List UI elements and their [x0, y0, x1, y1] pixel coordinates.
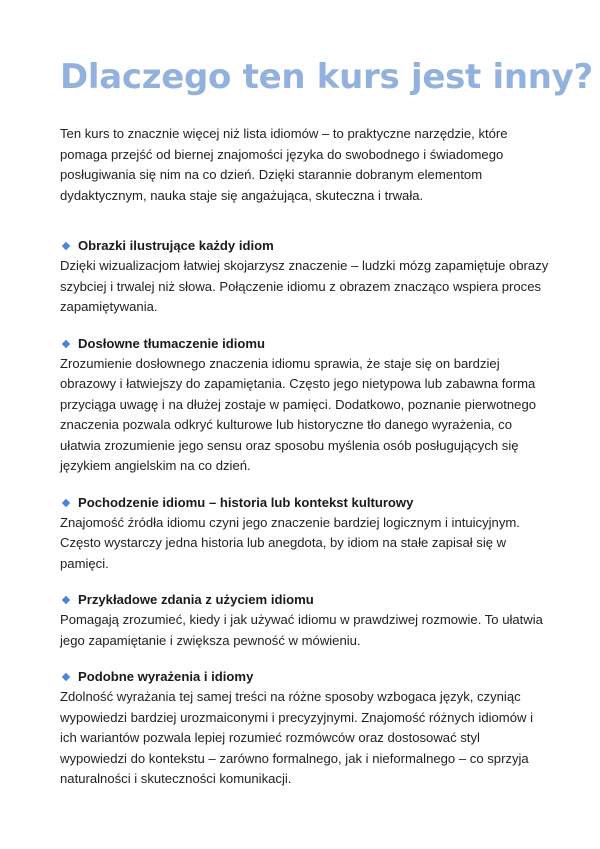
intro-paragraph: Ten kurs to znacznie więcej niż lista idiomów – to praktyczne narzędzie, które pomaga przejść od biernej znajomości języka do swobodnego i świadomego posługiwania się nim na co dzień. Dzięki starannie dobranym elementom dydaktycznym, nauka staje się angażująca, skuteczna i trwała. [60, 126, 508, 203]
section-body: Pomagają zrozumieć, kiedy i jak używać idiomu w prawdziwej rozmowie. To ułatwia jego zapamiętanie i zwiększa pewność w mówieniu. [60, 612, 543, 648]
diamond-bullet-icon [62, 242, 70, 250]
diamond-bullet-icon [62, 498, 70, 506]
feature-section-origin [60, 493, 550, 575]
section-title: Pochodzenie idiomu – historia lub kontekst kulturowy [78, 494, 414, 510]
feature-section-example-sentences [60, 590, 550, 651]
section-header [60, 667, 550, 687]
section-header [60, 334, 550, 354]
feature-section-illustrations [60, 236, 550, 318]
section-body: Zdolność wyrażania tej samej treści na różne sposoby wzbogaca język, czyniąc wypowiedzi bardziej urozmaiconymi i precyzyjnymi. Znajomość różnych idiomów i ich wariantów pozwala lepiej rozumieć rozmówców oraz dostosować styl wypowiedzi do kontekstu – zarówno formalnego, jak i nieformalnego – co sprzyja naturalności i skuteczności komunikacji. [60, 689, 533, 786]
section-title: Przykładowe zdania z użyciem idiomu [78, 592, 314, 607]
section-body: Znajomość źródła idiomu czyni jego znaczenie bardziej logicznym i intuicyjnym. Często wystarczy jedna historia lub anegdota, by idiom na stałe zapisał się w pamięci. [60, 514, 520, 571]
section-title: Podobne wyrażenia i idiomy [78, 669, 254, 684]
section-body: Dzięki wizualizacjom łatwiej skojarzysz znaczenie – ludzki mózg zapamiętuje obrazy szybciej i trwalej niż słowa. Połączenie idiomu z obrazem znacząco wspiera proces zapamiętywania. [60, 258, 549, 314]
page-title: Dlaczego ten kurs jest inny? [60, 57, 593, 97]
diamond-bullet-icon [62, 596, 70, 604]
section-body: Zrozumienie dosłownego znaczenia idiomu sprawia, że staje się on bardziej obrazowy i łatwiejszy do zapamiętania. Często jego nietypowa lub zabawna forma przyciąga uwagę i na dłużej zostaje w pamięci. Dodatkowo, poznanie pierwotnego znaczenia pozwala odkryć kulturowe lub historyczne tło danego wyrażenia, co ułatwia zrozumienie jego sensu oraz sposobu myślenia osób posługujących się językiem angielskim na co dzień. [60, 355, 537, 473]
feature-list [60, 236, 550, 806]
section-header [60, 590, 550, 610]
section-header [60, 493, 550, 513]
feature-section-literal-translation [60, 334, 550, 477]
diamond-bullet-icon [62, 673, 70, 681]
diamond-bullet-icon [62, 339, 70, 347]
section-title: Obrazki ilustrujące każdy idiom [78, 238, 274, 253]
section-title: Dosłowne tłumaczenie idiomu [78, 335, 265, 351]
feature-section-similar-expressions [60, 667, 550, 790]
section-header [60, 236, 550, 256]
